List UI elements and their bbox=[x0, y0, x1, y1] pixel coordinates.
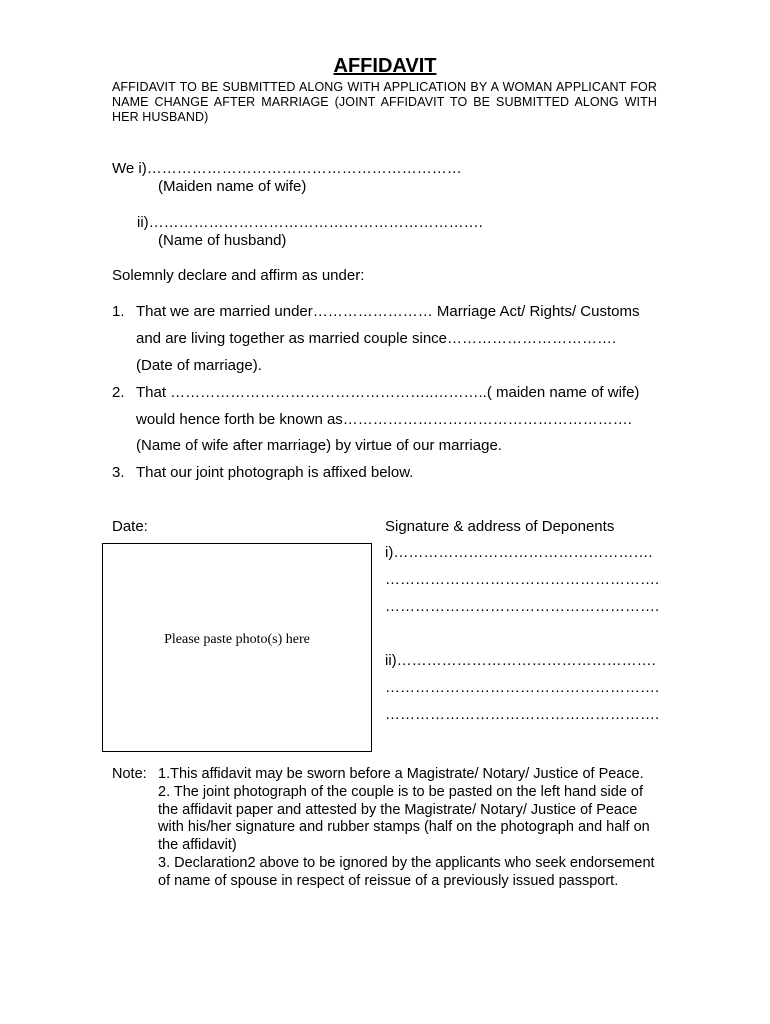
husband-name-caption: (Name of husband) bbox=[158, 232, 287, 249]
wife-name-line: We i)……………………………………………………… bbox=[112, 160, 462, 177]
note-label: Note: bbox=[112, 766, 147, 782]
signature-line-ii-2: ………………………………………………. bbox=[385, 679, 660, 696]
document-subtitle: AFFIDAVIT TO BE SUBMITTED ALONG WITH APPLICATION BY A WOMAN APPLICANT FOR NAME CHANGE AFTER MARRIAGE (JOINT AFFIDAVIT TO BE SUBMITTED ALONG WITH HER HUSBAND) bbox=[112, 80, 657, 124]
signature-line-i-1: i)……………………………………………. bbox=[385, 544, 653, 561]
photo-placeholder: Please paste photo(s) here bbox=[164, 632, 310, 647]
clause-1-line-2: and are living together as married couple since……………………………. bbox=[136, 330, 617, 347]
clause-1-line-1: That we are married under…………………… Marriage Act/ Rights/ Customs bbox=[136, 303, 640, 320]
signature-line-i-3: ………………………………………………. bbox=[385, 598, 660, 615]
clause-3-number: 3. bbox=[112, 464, 125, 481]
clause-1-line-3: (Date of marriage). bbox=[136, 357, 262, 374]
note-2: 2. The joint photograph of the couple is to be pasted on the left hand side of the affidavit paper and attested by the Magistrate/ Notary/ Justice of Peace with his/her signature and rubber stamps (half on the photograph and half on the affidavit) bbox=[158, 783, 650, 854]
clause-2-line-2: would hence forth be known as…………………………………………………. bbox=[136, 411, 632, 428]
signature-line-i-2: ………………………………………………. bbox=[385, 571, 660, 588]
notes bbox=[158, 766, 658, 891]
note-3: 3. Declaration2 above to be ignored by the applicants who seek endorsement of name of spouse in respect of reissue of a previously issued passport. bbox=[158, 854, 655, 889]
document-title: AFFIDAVIT bbox=[333, 55, 437, 77]
date-label: Date: bbox=[112, 518, 148, 535]
clause-2-line-1: That ……………………………………………..………..( maiden name of wife) bbox=[136, 384, 640, 401]
signature-line-ii-1: ii)……………………………………………. bbox=[385, 652, 656, 669]
clause-1-number: 1. bbox=[112, 303, 125, 320]
clause-3-line-1: That our joint photograph is affixed below. bbox=[136, 464, 414, 481]
clause-2-number: 2. bbox=[112, 384, 125, 401]
signature-line-ii-3: ………………………………………………. bbox=[385, 706, 660, 723]
declaration-intro: Solemnly declare and affirm as under: bbox=[112, 267, 365, 284]
wife-name-caption: (Maiden name of wife) bbox=[158, 178, 307, 195]
signature-heading: Signature & address of Deponents bbox=[385, 518, 615, 535]
clause-2-line-3: (Name of wife after marriage) by virtue of our marriage. bbox=[136, 437, 502, 454]
husband-name-line: ii)…………………………………………………………. bbox=[137, 214, 483, 231]
note-1: 1.This affidavit may be sworn before a Magistrate/ Notary/ Justice of Peace. bbox=[158, 766, 644, 782]
photo-box bbox=[102, 543, 372, 752]
